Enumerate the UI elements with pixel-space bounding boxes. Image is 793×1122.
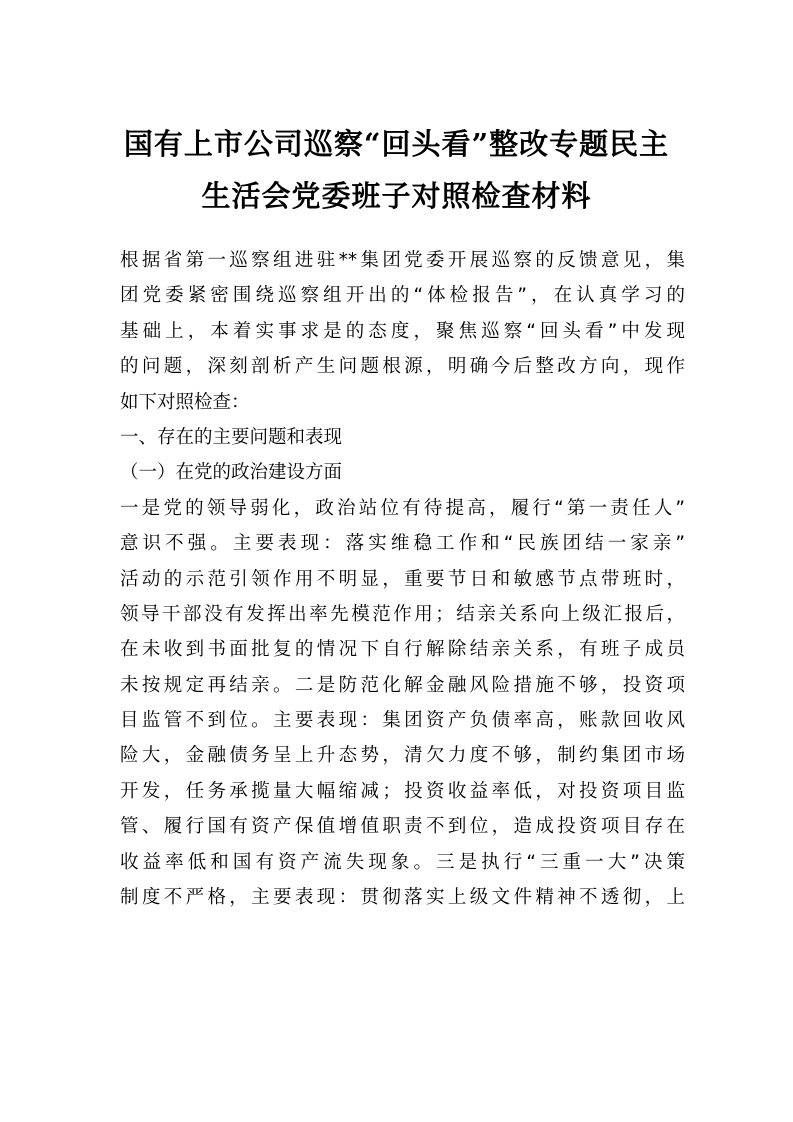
body-line: 活动的示范引领作用不明显，重要节日和敏感节点带班时， [120, 568, 685, 590]
body-line: 意识不强。主要表现：落实维稳工作和“民族团结一家亲” [120, 533, 685, 555]
section-heading: 一、存在的主要问题和表现 [120, 426, 343, 448]
body-line: 领导干部没有发挥出率先模范作用；结亲关系向上级汇报后， [120, 603, 685, 625]
body-line: 未按规定再结亲。二是防范化解金融风险措施不够，投资项 [120, 674, 685, 696]
body-line: 制度不严格，主要表现：贯彻落实上级文件精神不透彻，上 [120, 887, 685, 909]
body-line: 根据省第一巡察组进驻**集团党委开展巡察的反馈意见，集 [120, 250, 685, 271]
body-line: 团党委紧密围绕巡察组开出的“体检报告”，在认真学习的 [120, 285, 685, 307]
body-line: 如下对照检查： [120, 391, 250, 413]
body-line: 开发，任务承揽量大幅缩减；投资收益率低，对投资项目监 [120, 780, 685, 802]
subsection-heading: （一）在党的政治建设方面 [120, 462, 343, 484]
document-body [120, 243, 685, 915]
body-line: 管、履行国有资产保值增值职责不到位，造成投资项目存在 [120, 816, 685, 838]
body-line: 基础上，本着实事求是的态度，聚焦巡察“回头看”中发现 [120, 320, 685, 342]
body-line: 在未收到书面批复的情况下自行解除结亲关系，有班子成员 [120, 639, 685, 661]
body-line: 险大，金融债务呈上升态势，清欠力度不够，制约集团市场 [120, 745, 685, 767]
body-line: 收益率低和国有资产流失现象。三是执行“三重一大”决策 [120, 851, 685, 873]
body-line: 目监管不到位。主要表现：集团资产负债率高，账款回收风 [120, 710, 685, 732]
body-line: 一是党的领导弱化，政治站位有待提高，履行“第一责任人” [120, 497, 685, 519]
title-line-1: 国有上市公司巡察“回头看”整改专题民主 [123, 127, 670, 161]
document-title [100, 118, 693, 222]
title-line-2: 生活会党委班子对照检查材料 [201, 179, 592, 213]
body-line: 的问题，深刻剖析产生问题根源，明确今后整改方向，现作 [120, 356, 685, 378]
